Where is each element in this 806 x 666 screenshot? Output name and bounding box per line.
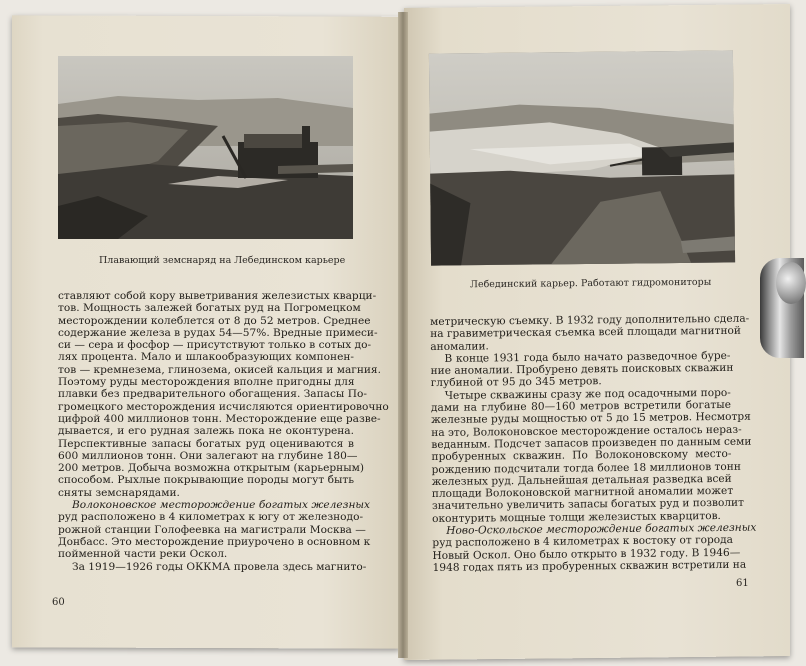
text-line: дами на глубине 80—160 метров встретили богатые [430, 398, 732, 415]
metal-weight-top [776, 262, 806, 304]
text-line: способом. Рыхлые покрывающие породы могут быть [58, 474, 355, 487]
text-line: За 1919—1926 годы ОККМА провела здесь магнито- [72, 560, 367, 573]
right-page-number: 61 [736, 578, 749, 589]
text-line: 1948 годах пять из пробуренных скважин встретили на [432, 558, 747, 574]
text-line: Перспективные запасы богатых руд оцениваются в [58, 437, 354, 450]
text-line: сняты земснарядами. [58, 486, 180, 499]
text-line: руд расположено в 4 километрах к востоку от города [432, 534, 734, 550]
text-line: рожной станции Голофеевка на магистрали Москва — [58, 523, 366, 536]
text-line: Поэтому руды месторождения вполне пригодны для [58, 376, 355, 389]
left-photo-caption: Плавающий земснаряд на Лебединском карьере [99, 255, 346, 266]
text-line: 200 метров. Добыча возможна открытым (карьерным) [58, 462, 365, 475]
text-line: ставляют собой кору выветривания железистых кварци- [58, 290, 377, 302]
text-line: метрическую съемку. В 1932 году дополнительно сдела- [430, 312, 750, 328]
text-line: Донбасс. Это месторождение приурочено в основном к [58, 535, 371, 548]
text-line: лях процента. Мало и шлакообразующих компонен- [58, 351, 354, 364]
quarry-photo [429, 50, 735, 265]
right-body-text [430, 312, 757, 574]
text-line: железные руды мощностью от 5 до 15 метров. Несмотря [431, 411, 751, 427]
text-line: руд расположено в 4 километрах к югу от железнодо- [58, 511, 364, 524]
text-line: Ново-Оскольское месторождение богатых железных [446, 521, 757, 537]
text-line: пойменной части реки Оскол. [58, 548, 228, 561]
text-line: цифрой 400 миллионов тонн. Месторождение еще разве- [58, 412, 381, 425]
text-line: значительно увеличить запасы богатых руд и позволит [431, 497, 745, 513]
text-line: Новый Оскол. Оно было открыто в 1932 году. В 1946— [432, 546, 741, 562]
text-line: плавки без предварительного обогащения. Запасы По- [58, 388, 367, 401]
text-line: на это, Волоконовское месторождение осталось нераз- [431, 423, 742, 439]
text-line: пробуренных скважин. По Волоконовскому место- [431, 448, 732, 464]
text-line: площади Волоконовской магнитной аномалии может [431, 484, 734, 501]
left-page-number: 60 [52, 597, 65, 608]
text-line: аномалии. [430, 339, 489, 353]
text-line: глубиной от 95 до 345 метров. [430, 375, 602, 390]
text-line: громецкого месторождения исчисляются ориентировочно [58, 400, 389, 413]
text-line: содержание железа в рудах 54—57%. Вредные примеси- [58, 326, 378, 339]
text-line: Волоконовское месторождение богатых железных [72, 499, 371, 512]
text-line: железных руд. Дальнейшая детальная разведка всей [431, 472, 732, 488]
text-line: рождению подсчитали тогда более 18 миллионов тонн [431, 460, 741, 476]
text-line: си — сера и фосфор — присутствуют только в сотых до- [58, 339, 372, 352]
right-photo-caption: Лебединский карьер. Работают гидромониторы [469, 276, 712, 291]
text-line: Четыре скважины сразу же под осадочными поро- [444, 386, 731, 402]
text-line: В конце 1931 года было начато разведочное буре- [444, 349, 731, 365]
text-line: тов. Мощность залежей богатых руд на Погромецком [58, 302, 361, 315]
text-line: ние аномалии. Пробурено девять поисковых скважин [430, 362, 734, 378]
text-line: месторождении колеблется от 8 до 52 метров. Среднее [58, 314, 371, 327]
text-line: на гравиметрическая съемка всей площади магнитной [430, 325, 742, 341]
dredge-photo [58, 56, 353, 239]
book-gutter [398, 12, 408, 658]
text-line: оконтурить мощные толщи железистых кварцитов. [432, 509, 721, 525]
text-line: веданным. Подсчет запасов произведен по данным семи [431, 435, 752, 451]
text-line: 600 миллионов тонн. Они залегают на глубине 180— [58, 449, 358, 462]
text-line: тов — кремнезема, глинозема, окисей кальция и магния. [58, 363, 381, 376]
left-body-text [58, 290, 389, 573]
text-line: дывается, и его рудная залежь пока не оконтурена. [58, 425, 354, 438]
